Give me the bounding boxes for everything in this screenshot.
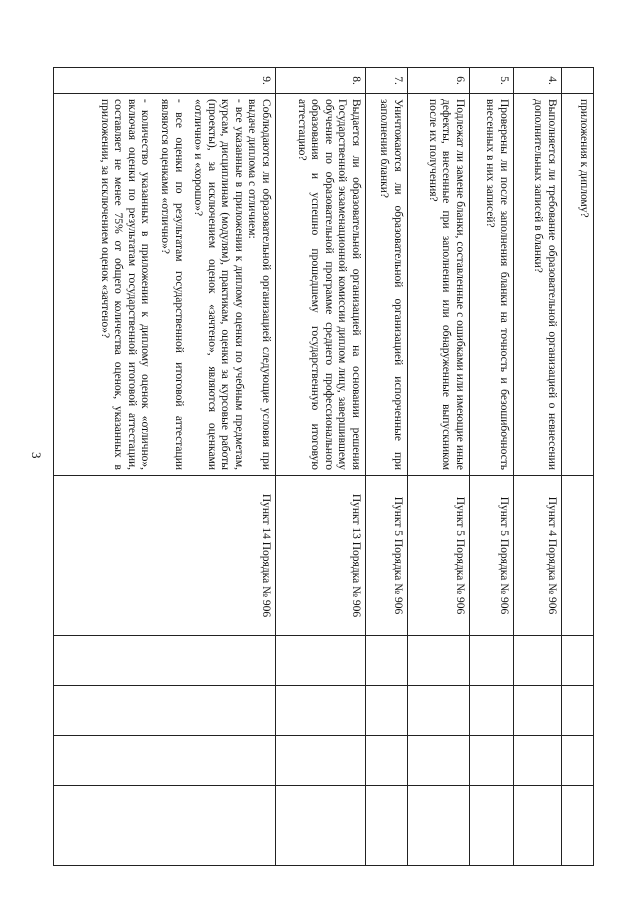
answer-cell — [514, 636, 562, 686]
row-number: 5. — [470, 68, 514, 94]
answer-cell — [562, 636, 594, 686]
question-cell: Подлежат ли замене бланки, составленные с ошибками или имеющие иные дефекты, внесенные при заполнении или обнаруженные выпускником после их получения? — [408, 94, 470, 476]
note-cell — [276, 786, 366, 866]
answer-cell — [54, 736, 276, 786]
checklist-table-rotated — [54, 67, 594, 865]
question-cell: приложения к диплому? — [562, 94, 594, 476]
answer-cell — [54, 686, 276, 736]
answer-cell — [408, 736, 470, 786]
reference-cell: Пункт 5 Порядка № 906 — [366, 476, 408, 636]
condition-item: - количество указанных в приложении к диплому оценок «отлично», включая оценки по результатам государственной итоговой аттестации, составляет не менее 75% от общего количества оценок, указанных в приложении, за исключением оценок «зачтено»? — [98, 99, 152, 470]
note-cell — [408, 786, 470, 866]
question-cell — [54, 94, 276, 476]
answer-cell — [276, 636, 366, 686]
answer-cell — [562, 736, 594, 786]
answer-cell — [366, 736, 408, 786]
reference-cell: Пункт 5 Порядка № 906 — [408, 476, 470, 636]
question-intro: Соблюдаются ли образовательной организацией следующие условия при выдаче диплома с отличием: — [246, 99, 272, 470]
answer-cell — [276, 686, 366, 736]
page-number: 3 — [29, 452, 44, 459]
note-cell — [54, 786, 276, 866]
table-row — [276, 68, 366, 866]
row-number: 7. — [366, 68, 408, 94]
row-number: 4. — [514, 68, 562, 94]
answer-cell — [276, 736, 366, 786]
note-cell — [366, 786, 408, 866]
reference-cell: Пункт 14 Порядка № 906 — [54, 476, 276, 636]
question-cell: Выдается ли образовательной организацией на основании решения Государственной экзаменационной комиссии диплом лицу, завершившему обучение по образовательной программе среднего профессионального образования и успешно прошедшему государственную итоговую аттестацию? — [276, 94, 366, 476]
table-row — [470, 68, 514, 866]
table-row — [514, 68, 562, 866]
note-cell — [470, 786, 514, 866]
question-cell: Проверены ли после заполнения бланки на точность и безошибочность внесенных в них записей? — [470, 94, 514, 476]
reference-cell: Пункт 4 Порядка № 906 — [514, 476, 562, 636]
table-row — [562, 68, 594, 866]
reference-cell: Пункт 5 Порядка № 906 — [470, 476, 514, 636]
condition-item: - все оценки по результатам государственной итоговой аттестации являются оценками «отлично»? — [159, 99, 185, 470]
row-number: 9. — [54, 68, 276, 94]
table-row — [366, 68, 408, 866]
row-number: 6. — [408, 68, 470, 94]
answer-cell — [470, 636, 514, 686]
answer-cell — [408, 636, 470, 686]
note-cell — [514, 786, 562, 866]
answer-cell — [470, 686, 514, 736]
answer-cell — [366, 636, 408, 686]
checklist-table — [53, 67, 594, 866]
note-cell — [562, 786, 594, 866]
condition-item: - все указанные в приложении к диплому оценки по учебным предметам, курсам, дисциплинам (модулям), практикам, оценки за курсовые работы (проекты), за исключением оценок «зачтено», являются оценками «отлично» и «хорошо»? — [192, 99, 245, 470]
answer-cell — [54, 636, 276, 686]
reference-cell: Пункт 13 Порядка № 906 — [276, 476, 366, 636]
answer-cell — [366, 686, 408, 736]
answer-cell — [562, 686, 594, 736]
answer-cell — [514, 736, 562, 786]
table-row — [54, 68, 276, 866]
answer-cell — [514, 686, 562, 736]
table-row — [408, 68, 470, 866]
question-cell: Выполняется ли требование образовательной организацией о невнесении дополнительных записей в бланки? — [514, 94, 562, 476]
answer-cell — [408, 686, 470, 736]
row-number: 8. — [276, 68, 366, 94]
reference-cell — [562, 476, 594, 636]
question-cell: Уничтожаются ли образовательной организацией испорченные при заполнении бланки? — [366, 94, 408, 476]
row-number — [562, 68, 594, 94]
answer-cell — [470, 736, 514, 786]
